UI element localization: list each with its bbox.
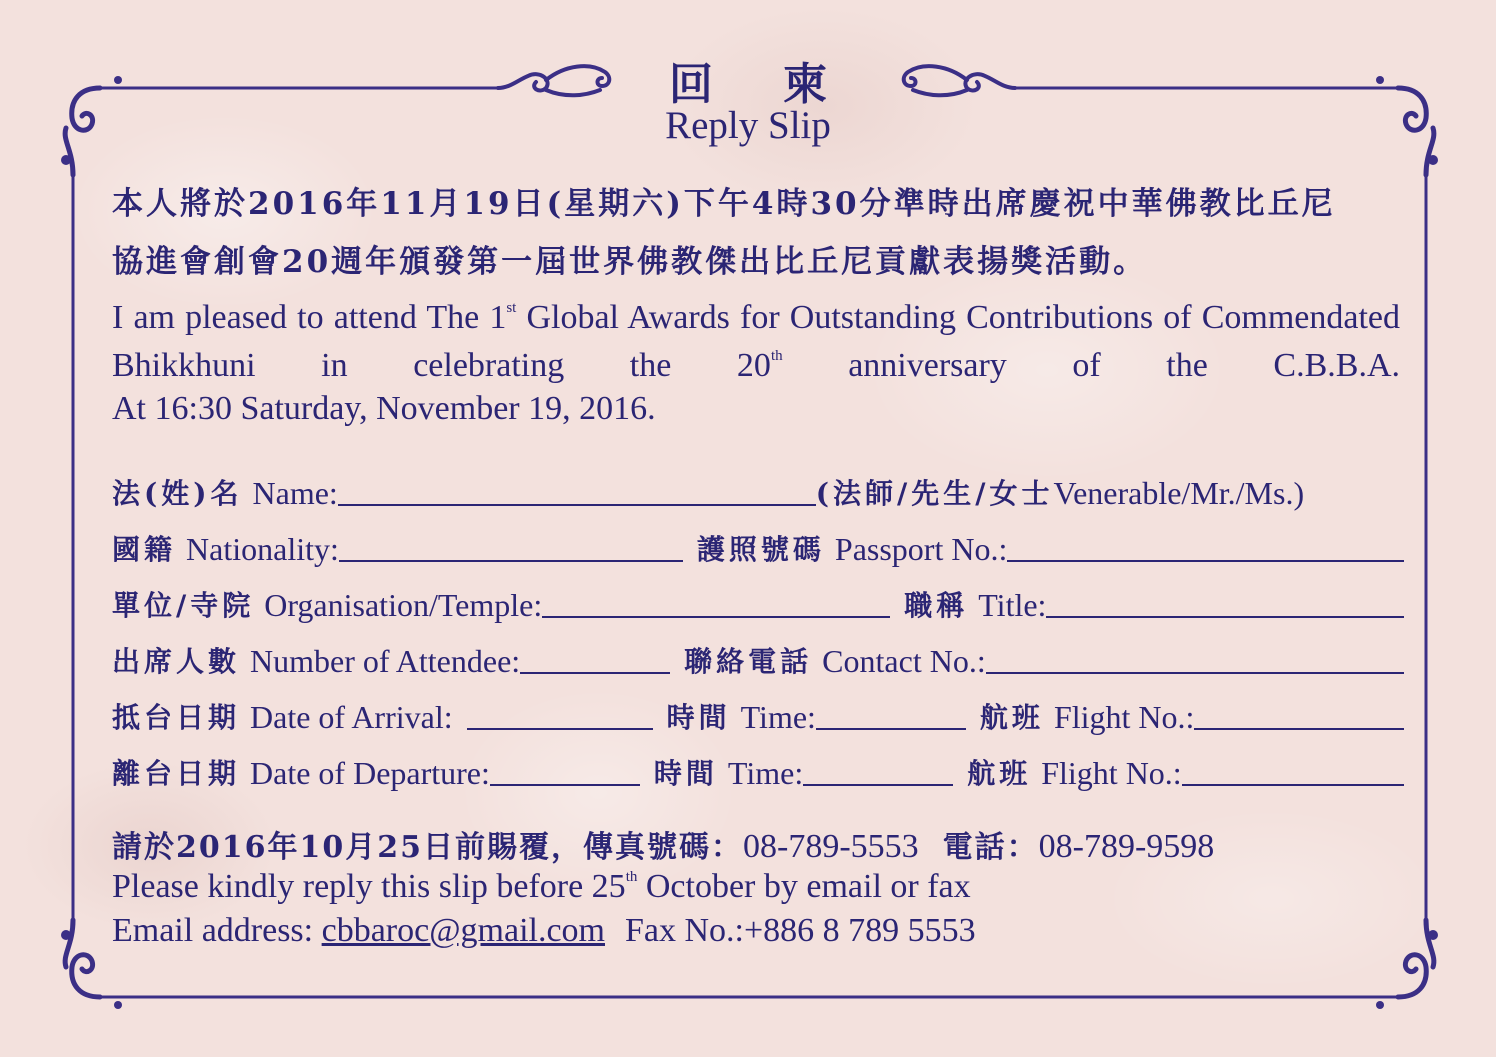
arrival-time-label-en: Time: [740,699,816,735]
departure-time-blank[interactable] [803,784,953,786]
job-title-blank[interactable] [1046,616,1404,618]
intro-english-part-3: anniversary of the C.B.B.A. [782,347,1401,384]
departure-flight-label-en: Flight No.: [1041,755,1182,791]
form-row-departure [112,742,1404,792]
arrival-time-label-cn: 時間 [666,701,731,734]
intro-english-part-2: Global Awards for Outstanding Contributions of Commendated Bhikkhuni in celebrating the 20 [112,299,1400,384]
email-link[interactable]: cbbaroc@gmail.com [321,912,605,949]
footer-chinese [112,822,1214,866]
attendee-blank[interactable] [520,672,670,674]
departure-flight-label-cn: 航班 [967,757,1032,790]
passport-blank[interactable] [1007,560,1404,562]
intro-chinese-line-1: 本人將於2016年11月19日(星期六)下午4時30分準時出席慶祝中華佛教比丘尼 [112,186,1336,222]
name-label-en: Name: [252,475,338,511]
intro-english [112,294,1400,390]
name-blank[interactable] [338,504,816,506]
departure-time-label-en: Time: [727,755,804,791]
job-title-label-en: Title: [978,587,1047,623]
ordinal-th: th [770,348,783,364]
departure-date-blank[interactable] [490,784,640,786]
footer-before-cn: 前賜覆，傳真號碼： [455,830,743,865]
organisation-blank[interactable] [542,616,890,618]
email-label: Email address: [112,912,322,949]
fax-label: Fax No.:+886 8 789 5553 [625,912,976,949]
arrival-flight-label-en: Flight No.: [1053,699,1195,735]
ordinal-st: st [506,300,517,316]
fax-number: 08-789-5553 [743,828,919,865]
arrival-label-cn: 抵台日期 [112,701,241,734]
attendee-label-cn: 出席人數 [112,645,241,678]
contact-label-cn: 聯絡電話 [684,645,813,678]
title-options-cn: (法師/先生/女士 [815,477,1054,510]
ordinal-th-footer: th [625,869,638,885]
departure-flight-blank[interactable] [1182,784,1404,786]
intro-chinese-line-2: 協進會創會20週年頒發第一屆世界佛教傑出比丘尼貢獻表揚獎活動。 [112,244,1148,280]
nationality-blank[interactable] [339,560,683,562]
reply-english-part-1: Please kindly reply this slip before 25 [112,868,626,905]
arrival-label-en: Date of Arrival: [250,699,453,735]
departure-label-cn: 離台日期 [112,757,241,790]
arrival-time-blank[interactable] [816,728,966,730]
footer-reply-english [112,868,971,906]
departure-label-en: Date of Departure: [250,755,490,791]
arrival-flight-label-cn: 航班 [979,701,1044,734]
nationality-label-en: Nationality: [186,531,339,567]
form-row-arrival [112,686,1404,736]
title-options-en: Venerable/Mr./Ms.) [1053,475,1305,511]
departure-time-label-cn: 時間 [653,757,718,790]
phone-label-cn: 電話： [942,830,1039,865]
contact-label-en: Contact No.: [822,643,986,679]
footer-reply-cn: 請於 [112,830,176,865]
organisation-label-en: Organisation/Temple: [264,587,543,623]
form-row-name [112,462,1404,512]
title-english: Reply Slip [665,104,831,147]
intro-english-datetime: At 16:30 Saturday, November 19, 2016. [112,390,656,427]
form-row-attendee [112,630,1404,680]
form-row-organisation [112,574,1404,624]
title-chinese: 回柬 [669,59,897,110]
footer-date-cn: 2016年10月25日 [176,830,455,865]
passport-label-cn: 護照號碼 [696,533,825,566]
attendee-label-en: Number of Attendee: [250,643,521,679]
nationality-label-cn: 國籍 [112,533,177,566]
job-title-label-cn: 職稱 [904,589,969,622]
arrival-date-blank[interactable] [467,728,653,730]
name-label-cn: 法(姓)名 [112,477,243,510]
form-row-nationality [112,518,1404,568]
organisation-label-cn: 單位/寺院 [112,589,255,622]
reply-english-part-2: October by email or fax [637,868,971,905]
contact-blank[interactable] [986,672,1404,674]
arrival-flight-blank[interactable] [1194,728,1404,730]
footer-contact-english [112,912,976,950]
passport-label-en: Passport No.: [834,531,1008,567]
intro-english-part-1: I am pleased to attend The 1 [112,299,507,336]
phone-number: 08-789-9598 [1038,828,1215,865]
